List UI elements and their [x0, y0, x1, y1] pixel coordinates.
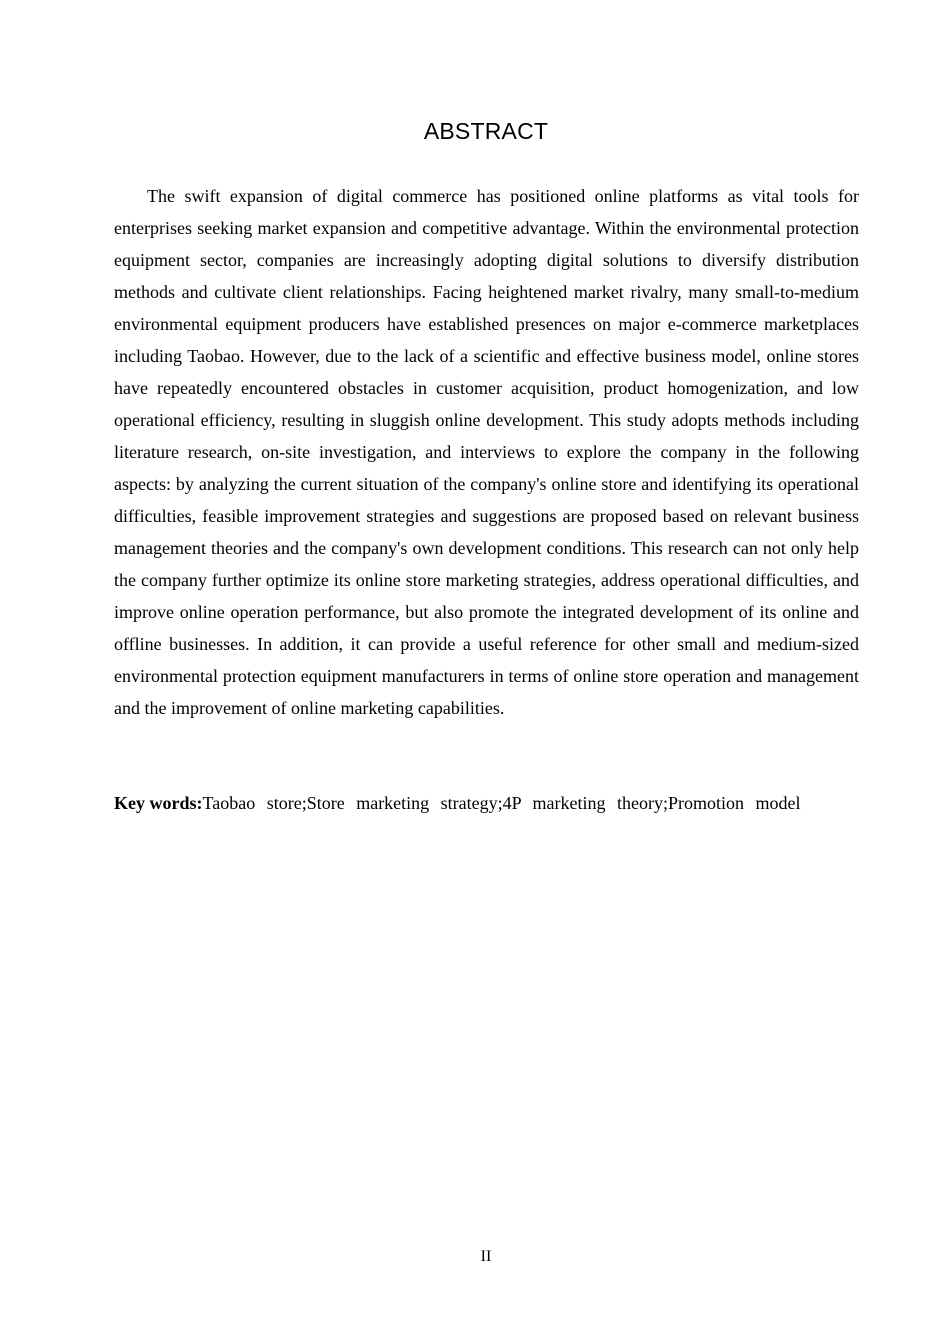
keywords-line — [114, 787, 859, 819]
keywords-text: Taobao store;Store marketing strategy;4P marketing theory;Promotion model — [202, 793, 801, 813]
keywords-label: Key words: — [114, 793, 203, 813]
abstract-title: ABSTRACT — [423, 118, 549, 144]
abstract-paragraph: The swift expansion of digital commerce has positioned online platforms as vital tools for enterprises seeking market expansion and competitive advantage. Within the environmental protection equipment sector, companies are increasingly adopting digital solutions to diversify distribution methods and cultivate client relationships. Facing heightened market rivalry, many small-to-medium environmental equipment producers have established presences on major e-commerce marketplaces including Taobao. However, due to the lack of a scientific and effective business model, online stores have repeatedly encountered obstacles in customer acquisition, product homogenization, and low operational efficiency, resulting in sluggish online development. This study adopts methods including literature research, on-site investigation, and interviews to explore the company in the following aspects: by analyzing the current situation of the company's online store and identifying its operational difficulties, feasible improvement strategies and suggestions are proposed based on relevant business management theories and the company's own development conditions. This research can not only help the company further optimize its online store marketing strategies, address operational difficulties, and improve online operation performance, but also promote the integrated development of its online and offline businesses. In addition, it can provide a useful reference for other small and medium-sized environmental protection equipment manufacturers in terms of online store operation and management and the improvement of online marketing capabilities. — [114, 186, 859, 718]
page-number: II — [480, 1248, 492, 1265]
